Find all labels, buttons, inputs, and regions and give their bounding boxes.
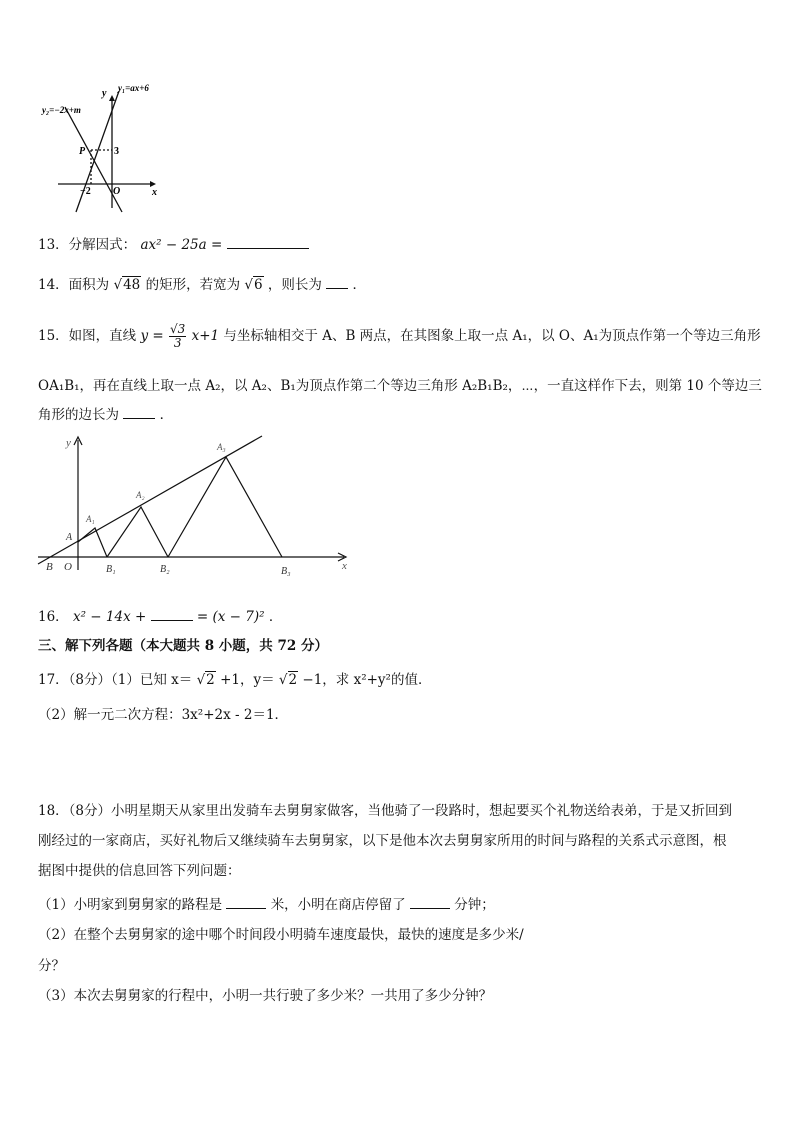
question-16 xyxy=(38,606,282,627)
label-y-axis: y xyxy=(102,88,107,99)
question-18-sub-3: （3）本次去舅舅家的行程中，小明一共行驶了多少米？一共用了多少分钟？ xyxy=(38,988,493,1004)
q16-answer-blank[interactable] xyxy=(151,606,193,621)
q13-answer-blank[interactable] xyxy=(227,234,309,249)
q15-eq-lhs: y = xyxy=(140,328,164,344)
figure-intersecting-lines xyxy=(40,80,170,220)
question-15-line-2: OA₁B₁，再在直线上取一点 A₂，以 A₂、B₁为顶点作第二个等边三角形 A₂B₁B₂，⋯，一直这样作下去，则第 10 个等边三 xyxy=(38,378,762,394)
question-17-part-2: （2）解一元二次方程：3x²+2x - 2＝1． xyxy=(38,707,289,723)
q14-end: ． xyxy=(352,277,366,293)
figure-equilateral-triangles xyxy=(36,430,356,580)
question-18-line-1: 18．（8分）小明星期天从家里出发骑车去舅舅家做客，当他骑了一段路时，想起要买个礼物送给表弟，于是又折回到 xyxy=(38,803,733,819)
label-B: B xyxy=(46,561,53,573)
q15-frac-numerator: √3 xyxy=(170,322,186,336)
question-18-line-3: 据图中提供的信息回答下列问题： xyxy=(38,863,241,879)
q15-eq-rhs: x+1 xyxy=(191,328,220,344)
label-y-axis: y xyxy=(66,437,71,449)
q16-rhs: = (x − 7)² xyxy=(196,609,265,625)
label-y-value: 3 xyxy=(114,146,119,157)
q18-distance-blank[interactable] xyxy=(226,894,266,909)
q18-sub1-end: 分钟； xyxy=(454,897,495,913)
question-18-line-2: 刚经过的一家商店，买好礼物后又继续骑车去舅舅家，以下是他本次去舅舅家所用的时间与路程的关系式示意图，根 xyxy=(38,833,727,849)
q18-sub1-mid: 米，小明在商店停留了 xyxy=(270,897,406,913)
q14-middle: 的矩形，若宽为 xyxy=(145,277,241,293)
q17-part1-mid: +1，y＝ xyxy=(220,672,275,688)
q16-number: 16． xyxy=(38,609,69,625)
label-A2: A₂ xyxy=(136,490,145,500)
q14-sqrt-6: 6 xyxy=(253,277,263,293)
q13-expression: ax² − 25a = xyxy=(140,237,223,253)
question-17-part-1: 17．（8分）（1）已知 x＝ √2 +1，y＝ √2 −1，求 x²+y²的值． xyxy=(38,672,432,688)
q16-lhs: x² − 14x + xyxy=(72,609,147,625)
q15-line1-rest: 与坐标轴相交于 A、B 两点，在其图象上取一点 A₁，以 O、A₁为顶点作第一个等边三角形 xyxy=(223,328,761,344)
question-18-sub-2-line-1: （2）在整个去舅舅家的途中哪个时间段小明骑车速度最快，最快的速度是多少米/ xyxy=(38,927,524,943)
q14-tail: ，则长为 xyxy=(267,277,322,293)
q17-sqrt-b: 2 xyxy=(288,672,298,688)
question-14: 14．面积为 √48 的矩形，若宽为 √6 ，则长为 ． xyxy=(38,274,366,295)
label-y1: y₁=ax+6 xyxy=(118,83,149,93)
q15-line3-pre: 角形的边长为 xyxy=(38,407,119,423)
label-y2: y₂=−2x+m xyxy=(42,105,81,115)
label-point-p: P xyxy=(79,146,86,157)
label-origin: O xyxy=(113,186,121,197)
triangle-3 xyxy=(168,457,282,557)
label-x-axis: x xyxy=(152,187,157,198)
q17-sqrt-a: 2 xyxy=(206,672,215,688)
label-B1: B₁ xyxy=(106,564,116,575)
q14-number: 14．面积为 xyxy=(38,277,110,293)
section-3-title: 三、解下列各题（本大题共 8 小题，共 72 分） xyxy=(38,638,328,654)
q18-sub1-pre: （1）小明家到舅舅家的路程是 xyxy=(38,897,223,913)
label-A3: A₃ xyxy=(217,442,226,452)
q14-answer-blank[interactable] xyxy=(326,274,348,289)
main-line xyxy=(38,436,262,564)
q15-fraction xyxy=(169,323,186,350)
q16-end: ． xyxy=(268,609,283,625)
label-B3: B₃ xyxy=(281,566,291,577)
label-A: A xyxy=(66,532,73,543)
q15-number: 15．如图，直线 xyxy=(38,328,137,344)
q17-part1-pre: 17．（8分）（1）已知 x＝ xyxy=(38,672,193,688)
question-18-sub-2-line-2: 分？ xyxy=(38,958,65,974)
q15-frac-denominator: 3 xyxy=(173,336,182,350)
y-axis-arrow xyxy=(109,95,115,101)
question-15-line-1 xyxy=(38,322,761,350)
q14-sqrt-48: 48 xyxy=(123,277,141,293)
q18-stay-time-blank[interactable] xyxy=(410,894,450,909)
question-18-sub-1 xyxy=(38,894,495,915)
question-13 xyxy=(38,234,309,255)
label-A1: A₁ xyxy=(86,514,95,524)
label-x-axis: x xyxy=(342,560,347,572)
q15-line3-end: ． xyxy=(159,407,174,423)
q17-part1-end: −1，求 x²+y²的值． xyxy=(302,672,432,688)
question-15-line-3 xyxy=(38,404,173,425)
triangle-2 xyxy=(107,507,168,557)
label-O: O xyxy=(64,561,72,573)
q15-answer-blank[interactable] xyxy=(123,404,155,419)
q13-prefix: 13．分解因式： xyxy=(38,237,137,253)
label-B2: B₂ xyxy=(160,564,170,575)
label-x-value: −2 xyxy=(80,186,91,197)
